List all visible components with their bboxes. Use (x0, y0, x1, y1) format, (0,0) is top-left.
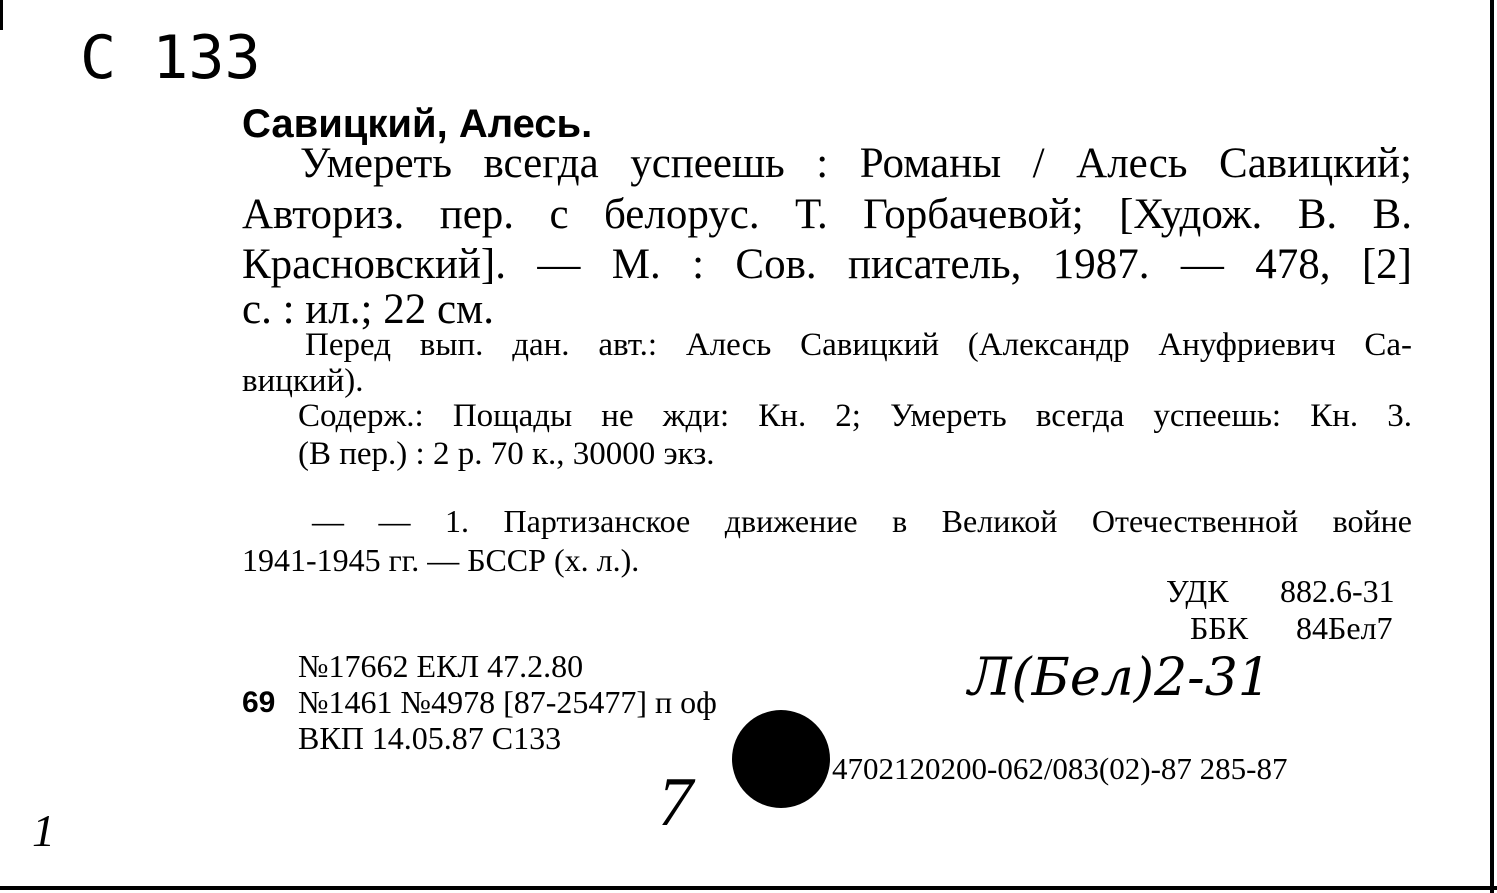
note-line-1: Перед вып. дан. авт.: Алесь Савицкий (Александр Ануфриевич Са- (305, 327, 1412, 363)
main-entry-line-4: с. : ил.; 22 см. (242, 286, 494, 333)
udk-value: 882.6-31 (1280, 573, 1395, 609)
imprint-line-2-prefix: 69 (242, 686, 276, 719)
note-line-2: вицкий). (242, 363, 364, 399)
handwritten-mark-one: 1 (32, 805, 55, 856)
bbk-value: 84Бел7 (1296, 610, 1393, 646)
isbn-line: 4702120200-062/083(02)-87 285-87 (832, 751, 1288, 786)
main-entry-line-2: Авториз. пер. с белорус. Т. Горбачевой; [Худож. В. В. (242, 191, 1412, 238)
call-number: С 133 (80, 23, 261, 93)
udk-classification (1166, 573, 1395, 609)
main-entry-line-3: Красновский]. — М. : Сов. писатель, 1987. — 478, [2] (242, 241, 1412, 288)
imprint-line-1: №17662 ЕКЛ 47.2.80 (298, 648, 584, 684)
subject-line-1: — — 1. Партизанское движение в Великой Отечественной войне (312, 503, 1412, 539)
subject-line-2: 1941-1945 гг. — БССР (х. л.). (242, 542, 640, 578)
handwritten-mark-seven: 7 (658, 764, 693, 841)
note-line-3: Содерж.: Пощады не жди: Кн. 2; Умереть всегда успеешь: Кн. 3. (298, 398, 1412, 434)
imprint-line-3: ВКП 14.05.87 С133 (298, 720, 562, 756)
imprint-line-2: №1461 №4978 [87-25477] п оф (298, 684, 717, 720)
main-entry-line-1: Умереть всегда успеешь : Романы / Алесь Савицкий; (300, 140, 1412, 187)
handwritten-shelf-mark: Л(Бел)2-31 (968, 648, 1271, 708)
card-border-left (0, 0, 3, 30)
bbk-classification (1190, 610, 1393, 646)
punch-hole (732, 710, 830, 808)
note-line-4: (В пер.) : 2 р. 70 к., 30000 экз. (298, 436, 715, 472)
card-border-right (1490, 0, 1494, 893)
card-border-bottom (0, 886, 1497, 890)
bbk-label: ББК (1190, 610, 1249, 646)
udk-label: УДК (1166, 573, 1229, 609)
author-heading: Савицкий, Алесь. (242, 102, 593, 146)
